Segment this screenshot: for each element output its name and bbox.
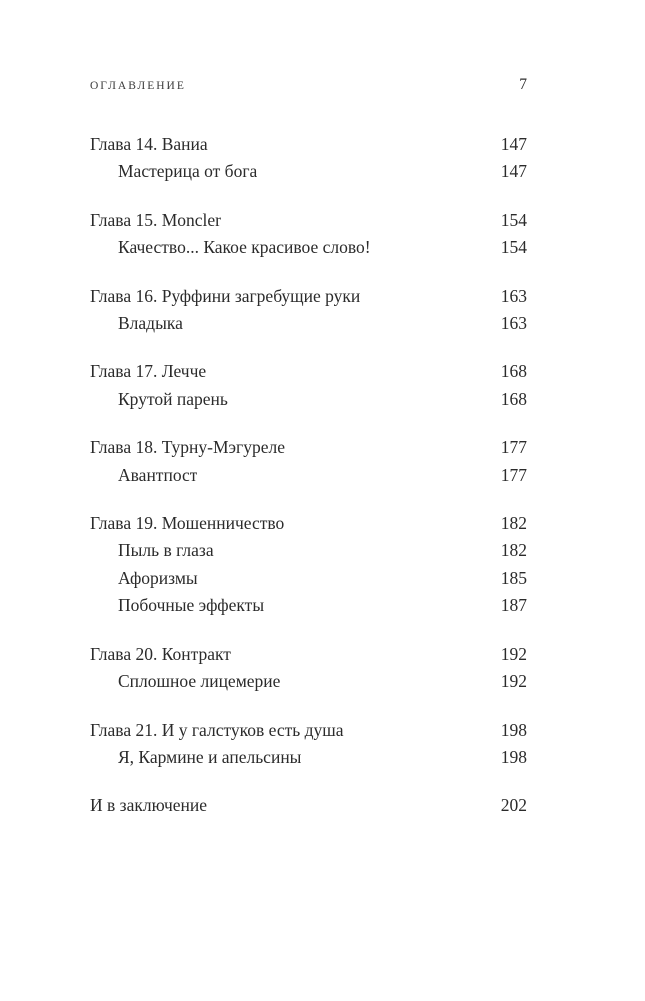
toc-entry bbox=[90, 207, 527, 234]
toc-entry bbox=[90, 358, 527, 385]
toc-subentry bbox=[90, 462, 527, 489]
toc-entry-label: И в заключение bbox=[90, 795, 208, 816]
toc-entry-page: 154 bbox=[500, 209, 527, 230]
toc-entry-page: 154 bbox=[500, 237, 527, 258]
toc-group bbox=[90, 207, 527, 262]
toc-entry-page: 187 bbox=[500, 595, 527, 616]
toc-entry-page: 182 bbox=[500, 513, 527, 534]
toc-entry-label: Пыль в глаза bbox=[118, 540, 214, 561]
toc-entry-label: Афоризмы bbox=[118, 567, 198, 588]
toc-group bbox=[90, 434, 527, 489]
toc-entry bbox=[90, 792, 527, 819]
toc-entry bbox=[90, 434, 527, 461]
toc-subentry bbox=[90, 537, 527, 564]
toc-group bbox=[90, 717, 527, 772]
toc-subentry bbox=[90, 158, 527, 185]
toc-entry-label: Глава 18. Турну-Мэгуреле bbox=[90, 437, 286, 458]
toc-group bbox=[90, 510, 527, 620]
toc-subentry bbox=[90, 592, 527, 619]
page-number: 7 bbox=[519, 76, 527, 93]
toc-entry bbox=[90, 641, 527, 668]
page-header bbox=[90, 76, 527, 94]
toc-entry-label: Глава 14. Ваниа bbox=[90, 134, 208, 154]
toc-entry-page: 185 bbox=[500, 567, 527, 588]
toc-subentry bbox=[90, 386, 527, 413]
toc-entry-label: Мастерица от бога bbox=[118, 161, 258, 182]
toc-entry-label: Глава 20. Контракт bbox=[90, 643, 231, 664]
toc-entry-label: Крутой парень bbox=[118, 388, 228, 409]
toc-subentry bbox=[90, 565, 527, 592]
toc-entry bbox=[90, 717, 527, 744]
toc-entry-label: Глава 17. Лечче bbox=[90, 361, 207, 382]
toc-entry-label: Глава 19. Мошенничество bbox=[90, 513, 285, 534]
toc-group bbox=[90, 283, 527, 338]
toc-subentry bbox=[90, 668, 527, 695]
toc-entry-label: Побочные эффекты bbox=[118, 595, 265, 616]
toc-entry-label: Качество... Какое красивое слово! bbox=[118, 237, 371, 258]
toc-entry-label: Глава 15. Moncler bbox=[90, 209, 222, 230]
running-title: ОГЛАВЛЕНИЕ bbox=[90, 80, 186, 92]
toc-entry-page: 147 bbox=[500, 161, 527, 182]
toc-entry-page: 192 bbox=[500, 671, 527, 692]
toc-group bbox=[90, 131, 527, 186]
toc-entry-label: Я, Кармине и апельсины bbox=[118, 746, 302, 767]
toc-entry-label: Владыка bbox=[118, 313, 183, 334]
toc-entry-page: 147 bbox=[500, 134, 527, 154]
toc-entry-page: 177 bbox=[500, 464, 527, 485]
toc-group bbox=[90, 792, 527, 819]
toc-subentry bbox=[90, 744, 527, 771]
toc-entry-page: 163 bbox=[500, 313, 527, 334]
toc-entry-label: Авантпост bbox=[118, 464, 198, 485]
toc-entry-page: 168 bbox=[500, 361, 527, 382]
toc-entry-page: 198 bbox=[500, 719, 527, 740]
toc-entry bbox=[90, 283, 527, 310]
toc-entry-page: 163 bbox=[500, 285, 527, 306]
toc-entry-page: 168 bbox=[500, 388, 527, 409]
toc-entry bbox=[90, 510, 527, 537]
toc-entry-page: 177 bbox=[500, 437, 527, 458]
toc-entry-page: 182 bbox=[500, 540, 527, 561]
toc-entry bbox=[90, 131, 527, 158]
toc-entry-label: Сплошное лицемерие bbox=[118, 671, 281, 692]
toc-group bbox=[90, 358, 527, 413]
toc-entry-page: 192 bbox=[500, 643, 527, 664]
toc-subentry bbox=[90, 234, 527, 261]
toc-entry-label: Глава 21. И у галстуков есть душа bbox=[90, 719, 344, 740]
toc-entry-page: 198 bbox=[500, 746, 527, 767]
table-of-contents bbox=[90, 131, 527, 841]
toc-entry-label: Глава 16. Руффини загребущие руки bbox=[90, 285, 361, 306]
toc-group bbox=[90, 641, 527, 696]
toc-subentry bbox=[90, 310, 527, 337]
toc-entry-page: 202 bbox=[500, 795, 527, 816]
